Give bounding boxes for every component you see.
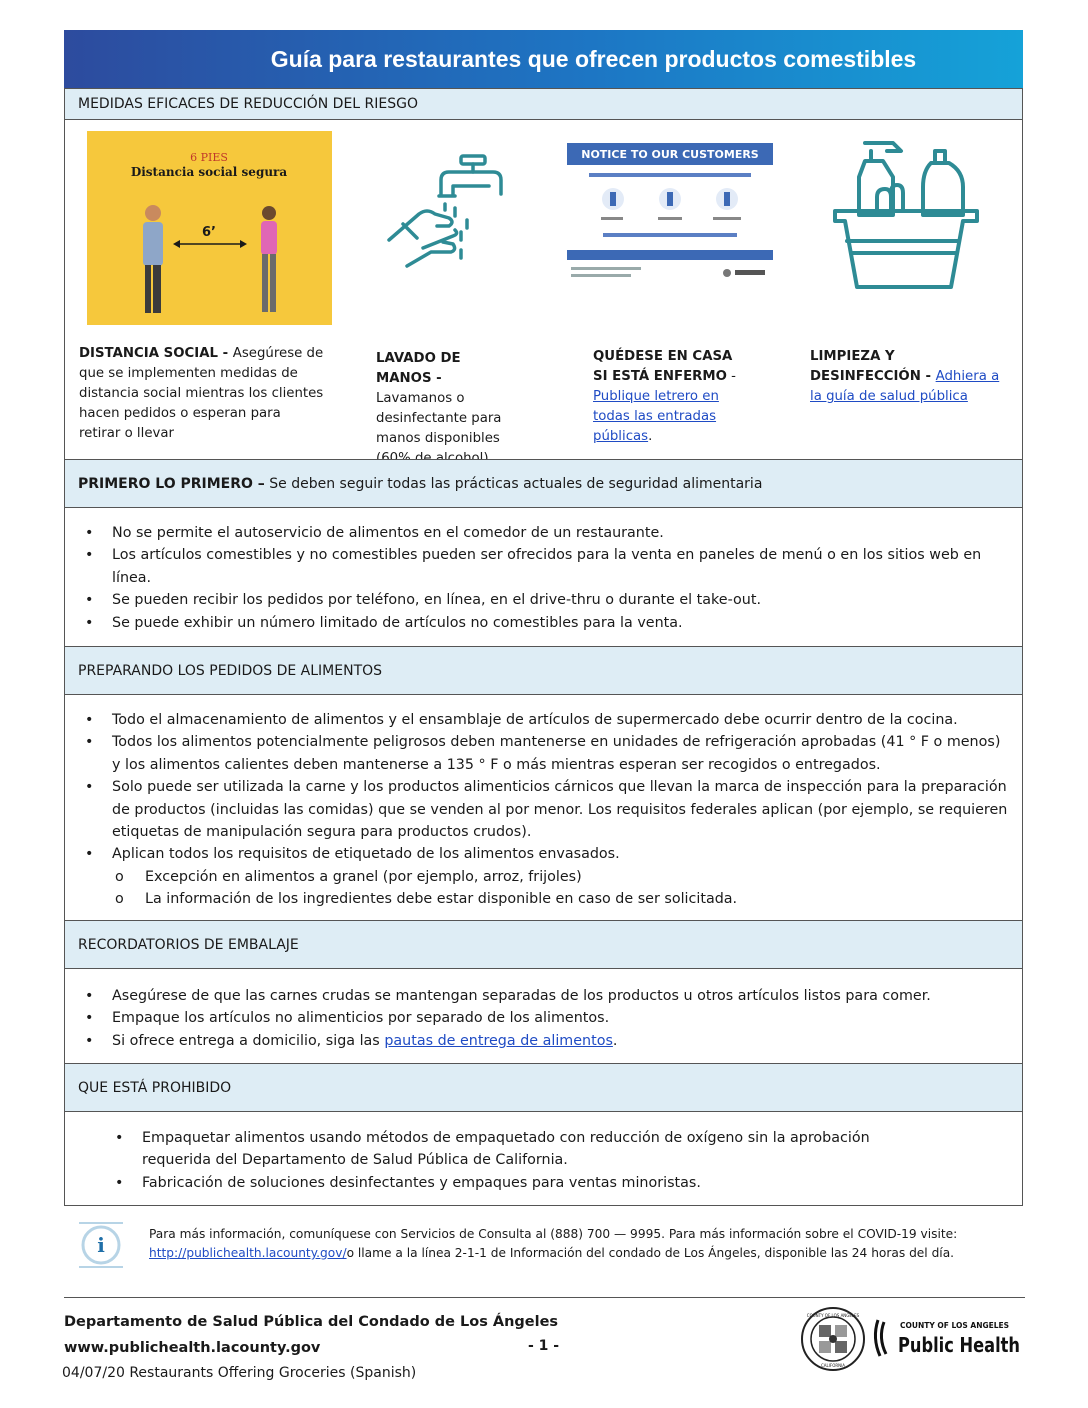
list-item: • Asegúrese de que las carnes crudas se mantengan separadas de los productos u otros artículos listos para comer.	[65, 985, 1002, 1007]
public-health-website-link[interactable]: http://publichealth.lacounty.gov/	[149, 1246, 347, 1260]
first-list	[65, 522, 992, 634]
measure-cleaning: LIMPIEZA Y DESINFECCIÓN - Adhiera a la guía de salud pública	[810, 349, 1000, 404]
list-item: • Empaquetar alimentos usando métodos de empaquetado con reducción de oxígeno sin la aprobación requerida del Departamento de Salud Pública de California.	[95, 1127, 872, 1172]
public-health-logo	[872, 1316, 1024, 1360]
distance-value: 6’	[202, 225, 216, 240]
footer-dept: Departamento de Salud Pública del Condado de Los Ángeles	[64, 1314, 559, 1330]
distance-caption: Distancia social segura	[130, 165, 288, 179]
list-item: • Los artículos comestibles y no comestibles pueden ser ofrecidos para la venta en paneles de menú o en los sitios web en línea.	[65, 544, 992, 589]
svg-text:COUNTY OF LOS ANGELES: COUNTY OF LOS ANGELES	[806, 1313, 860, 1318]
measure-handwashing: LAVADO DE MANOS - Lavamanos o desinfectante para manos disponibles	[376, 351, 502, 446]
public-health-guidance-link[interactable]: Adhiera a la guía de salud pública	[810, 369, 1000, 404]
prep-panel	[64, 694, 1023, 921]
packaging-panel	[64, 968, 1023, 1064]
first-panel	[64, 507, 1023, 647]
footer-doc-line: 04/07/20 Restaurants Offering Groceries (Spanish)	[62, 1365, 417, 1381]
post-sign-link[interactable]: Publique letrero en todas las entradas públicas	[593, 389, 719, 444]
list-item: • Si ofrece entrega a domicilio, siga las pautas de entrega de alimentos.	[65, 1030, 1002, 1052]
social-distance-image	[87, 131, 332, 325]
first-heading: PRIMERO LO PRIMERO – Se deben seguir todas las prácticas actuales de seguridad alimentaria	[64, 459, 1023, 508]
measures-heading: MEDIDAS EFICACES DE REDUCCIÓN DEL RIESGO	[64, 88, 1023, 120]
list-item: • No se permite el autoservicio de alimentos en el comedor de un restaurante.	[65, 522, 992, 544]
list-item: • Aplican todos los requisitos de etiquetado de los alimentos envasados. o Excepción en alimentos a granel (por ejemplo, arroz, frijoles) o La información de los ingredientes debe estar disponible en caso de ser solicitada.	[65, 843, 1010, 910]
page-number: - 1 -	[528, 1338, 560, 1354]
cleaning-supplies-icon	[831, 137, 983, 293]
list-item: • Todos los alimentos potencialmente peligrosos deben mantenerse en unidades de refrigeración aprobadas (41 ° F o menos) y los alimentos calientes deben mantenerse a 135 ° F o más mientras esperan ser recogidos o entregados.	[65, 731, 1010, 776]
prohibited-heading: QUE ESTÁ PROHIBIDO	[64, 1063, 1023, 1112]
svg-text:CALIFORNIA: CALIFORNIA	[820, 1363, 846, 1368]
svg-text:i: i	[97, 1233, 105, 1257]
svg-text:COUNTY OF LOS ANGELES: COUNTY OF LOS ANGELES	[900, 1321, 1010, 1330]
footer-website: www.publichealth.lacounty.gov	[64, 1340, 321, 1356]
footer-divider	[64, 1297, 1025, 1298]
packaging-list	[65, 985, 1002, 1052]
packaging-heading: RECORDATORIOS DE EMBALAJE	[64, 920, 1023, 969]
prohibited-panel	[64, 1111, 1023, 1206]
prep-list	[65, 709, 1010, 911]
info-icon	[73, 1219, 129, 1271]
list-item: • Se pueden recibir los pedidos por teléfono, en línea, en el drive-thru o durante el take-out.	[65, 589, 992, 611]
prep-heading: PREPARANDO LOS PEDIDOS DE ALIMENTOS	[64, 646, 1023, 695]
list-item: • Todo el almacenamiento de alimentos y el ensamblaje de artículos de supermercado debe ocurrir dentro de la cocina.	[65, 709, 1010, 731]
prohibited-list	[95, 1127, 872, 1194]
notice-sign-header: NOTICE TO OUR CUSTOMERS	[581, 148, 759, 161]
svg-text:Public Health: Public Health	[898, 1333, 1020, 1357]
list-item: • Solo puede ser utilizada la carne y los productos alimenticios cárnicos que llevan la marca de inspección para la preparación de productos (incluidas las comidas) que se venden al por menor. Los requisitos federales aplican (por ejemplo, se requieren etiquetas de manipulación segura para productos crudos).	[65, 776, 1010, 843]
sub-list-item: o Excepción en alimentos a granel (por ejemplo, arroz, frijoles)	[112, 866, 1010, 888]
handwashing-icon	[383, 154, 508, 274]
info-note: Para más información, comuníquese con Servicios de Consulta al (888) 700 — 9995. Para más información sobre el COVID-19 visite: http://publichealth.lacounty.gov/o llame a la línea 2-1-1 de Información del condado de Los Ángeles, disponible las 24 horas del día.	[149, 1227, 958, 1260]
list-item: • Empaque los artículos no alimenticios por separado de los alimentos.	[65, 1007, 1002, 1029]
list-item: • Fabricación de soluciones desinfectantes y empaques para ventas minoristas.	[95, 1172, 872, 1194]
distance-top-label: 6 PIES	[190, 151, 228, 164]
page-title: Guía para restaurantes que ofrecen productos comestibles	[64, 30, 1023, 88]
sub-list-item: o La información de los ingredientes debe estar disponible en caso de ser solicitada.	[112, 888, 1010, 910]
measure-stay-home: QUÉDESE EN CASA SI ESTÁ ENFERMO - Publique letrero en todas las entradas públicas.	[593, 349, 736, 444]
food-delivery-guidelines-link[interactable]: pautas de entrega de alimentos	[384, 1032, 613, 1049]
measure-social-distance: DISTANCIA SOCIAL - Asegúrese de que se implementen medidas de distancia social mientras los clientes hacen pedidos o esperan para retirar o llevar	[79, 346, 324, 441]
measures-panel	[64, 119, 1023, 460]
notice-sign-image	[567, 143, 773, 289]
county-seal-logo	[800, 1306, 866, 1372]
prep-sub-list	[112, 866, 1010, 911]
list-item: • Se puede exhibir un número limitado de artículos no comestibles para la venta.	[65, 612, 992, 634]
